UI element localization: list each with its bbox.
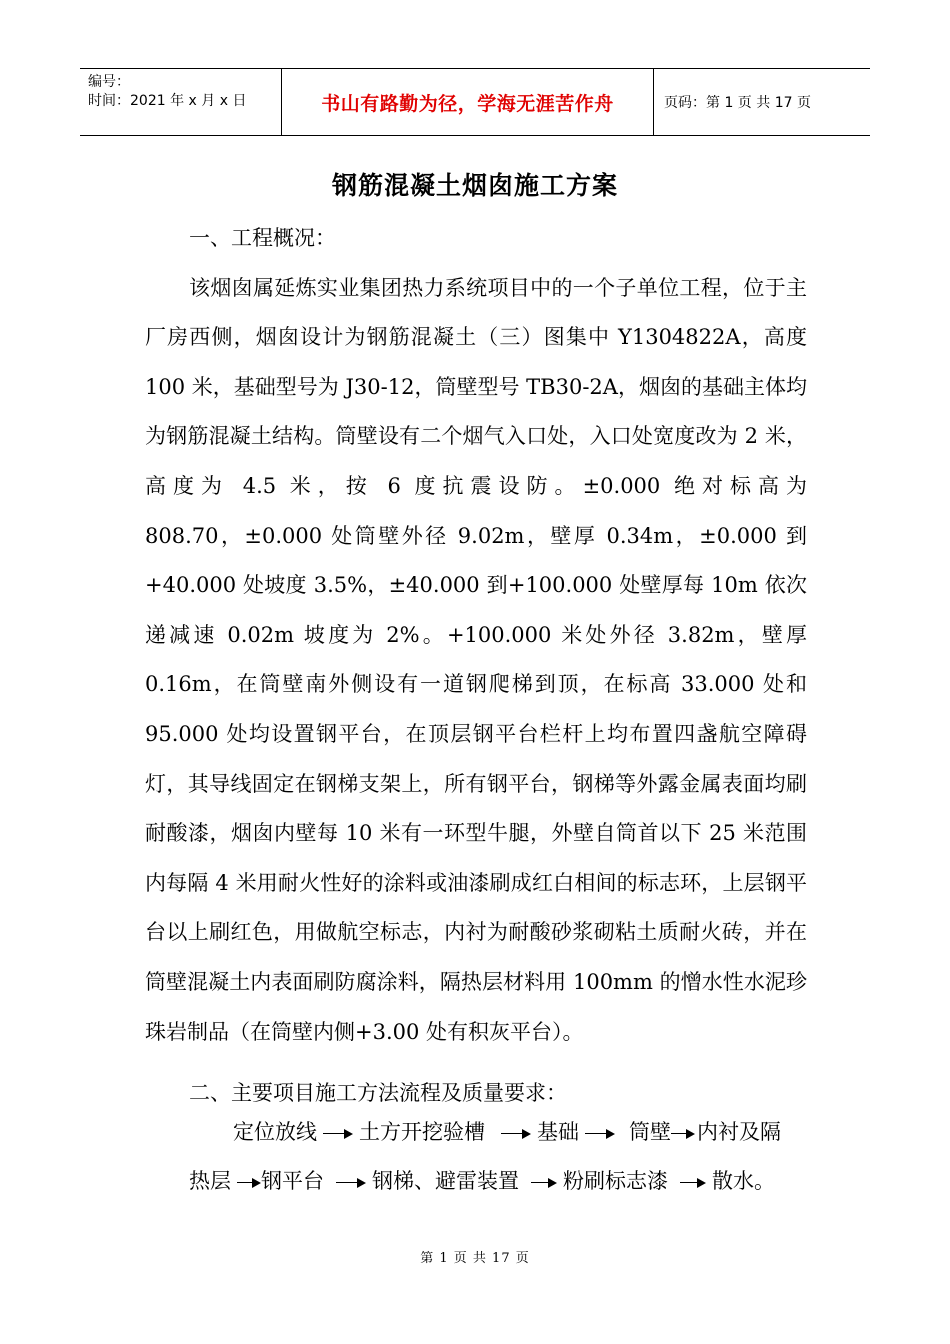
- flow-line-2: [145, 1157, 807, 1206]
- flow-step: 筒壁: [629, 1120, 671, 1144]
- flow-step: 定位放线: [233, 1120, 317, 1144]
- arrow-right-icon: [323, 1128, 353, 1140]
- document-title: 钢筋混凝土烟囱施工方案: [331, 171, 618, 200]
- process-flow: [145, 1108, 807, 1206]
- header-page-info: 页码：第 1 页 共 17 页: [664, 95, 811, 111]
- section2-heading: 二、主要项目施工方法流程及质量要求：: [189, 1081, 567, 1106]
- arrow-right-icon: [336, 1177, 366, 1189]
- arrow-right-icon: [680, 1177, 706, 1189]
- flow-step: 粉刷标志漆: [563, 1169, 668, 1193]
- section1-heading: 一、工程概况：: [189, 226, 336, 250]
- flow-line-1: [145, 1108, 807, 1157]
- arrow-right-icon: [237, 1177, 261, 1189]
- arrow-right-icon: [501, 1128, 531, 1140]
- flow-step: 钢平台: [261, 1169, 324, 1193]
- section1-body: 该烟囱属延炼实业集团热力系统项目中的一个子单位工程，位于主厂房西侧，烟囱设计为钢筋混凝土（三）图集中 Y1304822A，高度 100 米，基础型号为 J30-12，筒壁型号 TB30-2A，烟囱的基础主体均为钢筋混凝土结构。筒壁设有二个烟气入口处，入口处宽度改为 2 米，高度为 4.5 米，按 6 度抗震设防。±0.000 绝对标高为 808.70，±0.000 处筒壁外径 9.02m，壁厚 0.34m，±0.000 到+40.000 处坡度 3.5%，±40.000 到+100.000 处壁厚每 10m 依次递减速 0.02m 坡度为 2%。+100.000 米处外径 3.82m，壁厚 0.16m，在筒壁南外侧设有一道钢爬梯到顶，在标高 33.000 处和 95.000 处均设置钢平台，在顶层钢平台栏杆上均布置四盏航空障碍灯，其导线固定在钢梯支架上，所有钢平台，钢梯等外露金属表面均刷耐酸漆，烟囱内壁每 10 米有一环型牛腿，外壁自筒首以下 25 米范围内每隔 4 米用耐火性好的涂料或油漆刷成红白相间的标志环，上层钢平台以上刷红色，用做航空标志，内衬为耐酸砂浆砌粘土质耐火砖，并在筒壁混凝土内表面刷防腐涂料，隔热层材料用 100mm 的憎水性水泥珍珠岩制品（在筒壁内侧+3.00 处有积灰平台）。: [145, 275, 807, 1044]
- time-label: 时间：2021 年 x 月 x 日: [88, 93, 247, 109]
- number-label: 编号：: [88, 74, 130, 90]
- flow-step: 基础: [537, 1120, 579, 1144]
- header-meta: [80, 69, 282, 135]
- page-header: [80, 68, 870, 136]
- flow-step: 散水。: [712, 1169, 775, 1193]
- flow-step: 土方开挖验槽: [359, 1120, 485, 1144]
- document-body: [145, 214, 807, 1119]
- arrow-right-icon: [585, 1128, 615, 1140]
- page-footer: 第 1 页 共 17 页: [420, 1251, 530, 1266]
- arrow-right-icon: [531, 1177, 557, 1189]
- flow-step: 内衬及隔: [697, 1120, 781, 1144]
- flow-step: 热层: [189, 1169, 231, 1193]
- header-motto: 书山有路勤为径，学海无涯苦作舟: [282, 69, 654, 135]
- flow-step: 钢梯、避雷装置: [372, 1169, 519, 1193]
- arrow-right-icon: [671, 1128, 695, 1140]
